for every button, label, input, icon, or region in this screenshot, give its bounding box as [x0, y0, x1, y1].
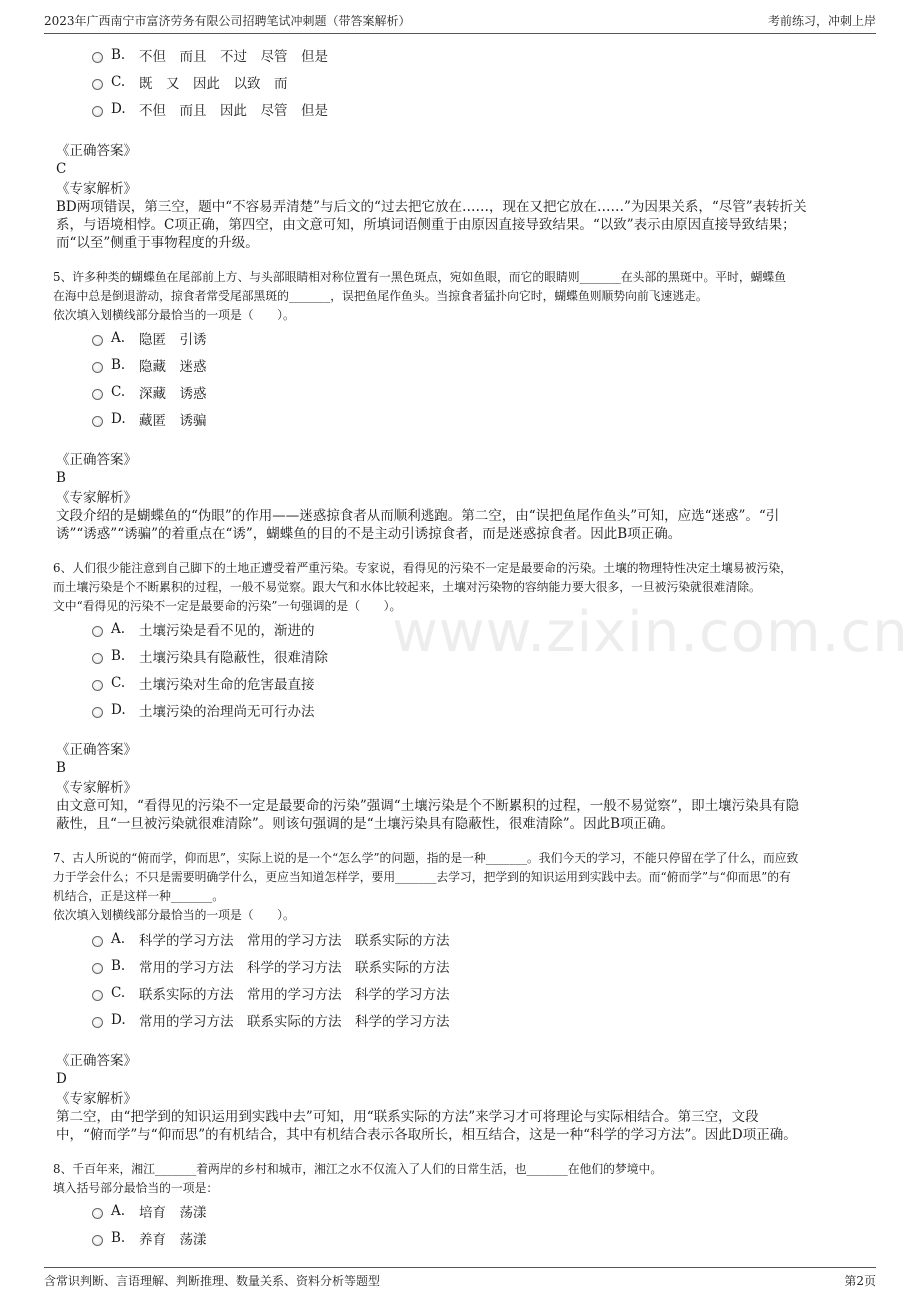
question-stem-line: 力于学会什么；不只是需要明确学什么，更应当知道怎样学，要用_______去学习，把学到的知识运用到实践中去。而“俯而学”与“仰而思”的有: [53, 870, 791, 884]
radio-icon[interactable]: [92, 362, 103, 373]
radio-icon[interactable]: [92, 680, 103, 691]
question-stem-line: 6、人们很少能注意到自己脚下的土地正遭受着严重污染。专家说，看得见的污染不一定是最要命的污染。土壤的物理特性决定土壤易被污染，: [53, 561, 792, 575]
explain-heading: 《专家解析》: [56, 181, 137, 197]
footer-description: 含常识判断、言语理解、判断推理、数量关系、资料分析等题型: [44, 1274, 381, 1288]
radio-icon[interactable]: [92, 106, 103, 117]
option-q5-b[interactable]: B. 隐藏 迷惑: [92, 353, 207, 377]
watermark: www.zixin.com.cn: [392, 600, 909, 665]
option-q5-c[interactable]: C. 深藏 诱惑: [92, 380, 207, 404]
option-q4-b[interactable]: B. 不但 而且 不过 尽管 但是: [92, 43, 328, 67]
question-stem-line: 依次填入划横线部分最恰当的一项是（ ）。: [53, 308, 295, 322]
answer-value: B: [56, 760, 66, 776]
option-q6-a[interactable]: A. 土壤污染是看不见的，渐进的: [92, 617, 315, 641]
option-q4-c[interactable]: C. 既 又 因此 以致 而: [92, 70, 288, 94]
option-q5-a[interactable]: A. 隐匿 引诱: [92, 326, 207, 350]
explain-line: 文段介绍的是蝴蝶鱼的“伪眼”的作用——迷惑掠食者从而顺利逃跑。第二空，由“误把鱼尾作鱼头”可知，应选“迷惑”。“引: [56, 508, 780, 524]
answer-heading: 《正确答案》: [56, 742, 137, 758]
radio-icon[interactable]: [92, 1017, 103, 1028]
page-number: 第2页: [844, 1274, 876, 1288]
explain-line: 而“以至”侧重于事物程度的升级。: [56, 235, 259, 251]
question-stem-line: 8、千百年来，湘江_______着两岸的乡村和城市，湘江之水不仅流入了人们的日常生活，也_______在他们的梦境中。: [53, 1162, 663, 1176]
explain-line: BD两项错误，第三空，题中“不容易弄清楚”与后文的“过去把它放在……，现在又把它放在……”为因果关系，“尽管”表转折关: [56, 199, 807, 215]
explain-line: 诱”“诱惑”“诱骗”的着重点在“诱”，蝴蝶鱼的目的不是主动引诱掠食者，而是迷惑掠食者。因此B项正确。: [56, 526, 682, 542]
radio-icon[interactable]: [92, 79, 103, 90]
option-q5-d[interactable]: D. 藏匿 诱骗: [92, 407, 207, 431]
footer-rule: [44, 1267, 876, 1268]
option-q7-a[interactable]: A. 科学的学习方法 常用的学习方法 联系实际的方法: [92, 927, 450, 951]
question-stem-line: 依次填入划横线部分最恰当的一项是（ ）。: [53, 908, 295, 922]
explain-heading: 《专家解析》: [56, 1091, 137, 1107]
radio-icon[interactable]: [92, 389, 103, 400]
radio-icon[interactable]: [92, 52, 103, 63]
header-motto: 考前练习，冲刺上岸: [767, 14, 876, 28]
radio-icon[interactable]: [92, 335, 103, 346]
header-rule: [44, 33, 876, 34]
radio-icon[interactable]: [92, 416, 103, 427]
radio-icon[interactable]: [92, 990, 103, 1001]
answer-heading: 《正确答案》: [56, 452, 137, 468]
option-q7-d[interactable]: D. 常用的学习方法 联系实际的方法 科学的学习方法: [92, 1008, 450, 1032]
explain-heading: 《专家解析》: [56, 490, 137, 506]
explain-line: 由文意可知，“看得见的污染不一定是最要命的污染”强调“土壤污染是个不断累积的过程，一般不易觉察”，即土壤污染具有隐: [56, 798, 800, 814]
answer-heading: 《正确答案》: [56, 143, 137, 159]
option-q6-d[interactable]: D. 土壤污染的治理尚无可行办法: [92, 698, 315, 722]
option-q4-d[interactable]: D. 不但 而且 因此 尽管 但是: [92, 97, 328, 121]
explain-line: 蔽性，且“一旦被污染就很难清除”。则该句强调的是“土壤污染具有隐蔽性，很难清除”。因此B项正确。: [56, 816, 675, 832]
explain-line: 中，“俯而学”与“仰而思”的有机结合，其中有机结合表示各取所长，相互结合，这是一种“科学的学习方法”。因此D项正确。: [56, 1127, 797, 1143]
option-q6-b[interactable]: B. 土壤污染具有隐蔽性，很难清除: [92, 644, 328, 668]
explain-line: 系，与语境相悖。C项正确，第四空，由文意可知，所填词语侧重于由原因直接导致结果。“以致”表示由原因直接导致结果；: [56, 217, 796, 233]
document-title: 2023年广西南宁市富济劳务有限公司招聘笔试冲刺题（带答案解析）: [44, 14, 411, 28]
radio-icon[interactable]: [92, 626, 103, 637]
radio-icon[interactable]: [92, 1208, 103, 1219]
question-stem-line: 机结合，正是这样一种_______。: [53, 889, 225, 903]
question-stem-line: 而土壤污染是个不断累积的过程，一般不易觉察。跟大气和水体比较起来，土壤对污染物的容纳能力要大很多，一旦被污染就很难清除。: [53, 580, 761, 594]
question-stem-line: 在海中总是倒退游动，掠食者常受尾部黑斑的_______，误把鱼尾作鱼头。当掠食者猛扑向它时，蝴蝶鱼则顺势向前飞速逃走。: [53, 289, 708, 303]
explain-line: 第二空，由“把学到的知识运用到实践中去”可知，用“联系实际的方法”来学习才可将理论与实际相结合。第三空，文段: [56, 1109, 759, 1125]
option-q8-a[interactable]: A. 培育 荡漾: [92, 1199, 207, 1223]
radio-icon[interactable]: [92, 707, 103, 718]
explain-heading: 《专家解析》: [56, 780, 137, 796]
question-stem-line: 文中“看得见的污染不一定是最要命的污染”一句强调的是（ ）。: [53, 599, 402, 613]
radio-icon[interactable]: [92, 1235, 103, 1246]
answer-value: B: [56, 470, 66, 486]
answer-value: C: [56, 161, 67, 177]
option-q7-b[interactable]: B. 常用的学习方法 科学的学习方法 联系实际的方法: [92, 954, 450, 978]
radio-icon[interactable]: [92, 963, 103, 974]
question-stem-line: 7、古人所说的“俯而学，仰而思”，实际上说的是一个“怎么学”的问题，指的是一种_______。我们今天的学习，不能只停留在学了什么，而应致: [53, 851, 799, 865]
option-q8-b[interactable]: B. 养育 荡漾: [92, 1226, 207, 1250]
question-stem-line: 填入括号部分最恰当的一项是：: [53, 1181, 219, 1195]
radio-icon[interactable]: [92, 936, 103, 947]
answer-value: D: [56, 1071, 67, 1087]
answer-heading: 《正确答案》: [56, 1053, 137, 1069]
question-stem-line: 5、许多种类的蝴蝶鱼在尾部前上方、与头部眼睛相对称位置有一黑色斑点，宛如鱼眼，而它的眼睛则_______在头部的黑斑中。平时，蝴蝶鱼: [53, 270, 787, 284]
radio-icon[interactable]: [92, 653, 103, 664]
option-q7-c[interactable]: C. 联系实际的方法 常用的学习方法 科学的学习方法: [92, 981, 450, 1005]
option-q6-c[interactable]: C. 土壤污染对生命的危害最直接: [92, 671, 315, 695]
